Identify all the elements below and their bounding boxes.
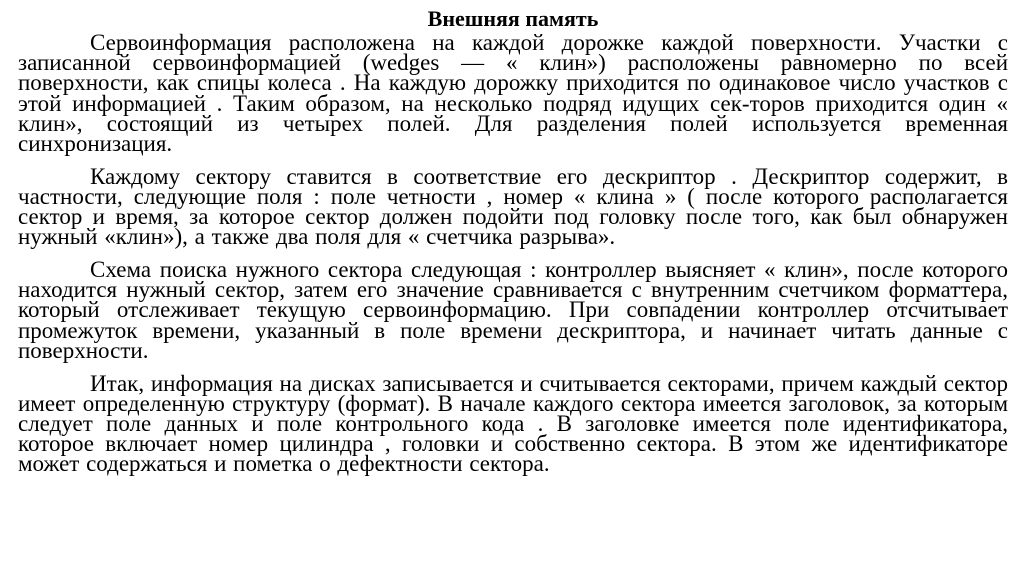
paragraph-sector-search: Схема поиска нужного сектора следующая : контроллер выясняет « клин», после которого находится нужный сектор, затем его значение сравнивается с внутренним счетчиком форматтера, который отслеживает текущую сервоинформацию. При совпадении контроллер отсчитывает промежуток времени, указанный в поле времени дескриптора, и начинает читать данные с поверхности. <box>18 257 1008 363</box>
document-title: Внешняя память <box>427 6 599 31</box>
paragraph-servo-info: Сервоинформация расположена на каждой дорожке каждой поверхности. Участки с записанной сервоинформацией (wedges — « клин») расположены равномерно по всей поверхности, как спицы колеса . На каждую дорожку приходится по одинаковое число участков с этой информацией . Таким образом, на несколько подряд идущих сек-торов приходится один « клин», состоящий из четырех полей. Для разделения полей используется временная синхронизация. <box>18 30 1008 157</box>
document-page <box>18 6 1008 475</box>
paragraph-sector-format: Итак, информация на дисках записывается и считывается секторами, причем каждый сектор имеет определенную структуру (формат). В начале каждого сектора имеется заголовок, за которым следует поле данных и поле контрольного кода . В заголовке имеется поле идентификатора, которое включает номер цилиндра , головки и собственно сектора. В этом же идентификаторе может содержаться и пометка о дефектности сектора. <box>18 370 1009 477</box>
paragraph-sector-descriptor: Каждому сектору ставится в соответствие его дескриптор . Дескриптор содержит, в частности, следующие поля : поле четности , номер « клина » ( после которого располагается сектор и время, за которое сектор должен подойти под головку после того, как был обнаружен нужный «клин»), а также два поля для « счетчика разрыва». <box>18 163 1008 250</box>
